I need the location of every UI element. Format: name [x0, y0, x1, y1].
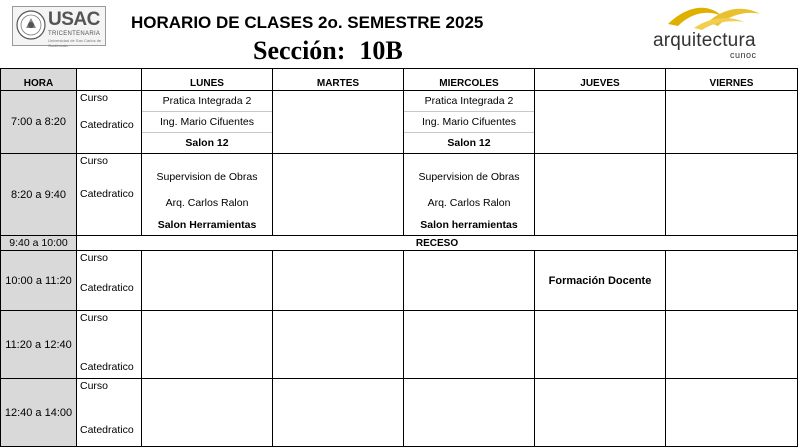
class-cell-miercoles [404, 154, 535, 236]
arquitectura-logo [650, 0, 770, 62]
course-name: Pratica Integrada 2 [142, 91, 272, 112]
empty-cell [666, 91, 798, 154]
page-header [0, 0, 800, 68]
teacher-name: Ing. Mario Cifuentes [404, 112, 534, 133]
row-labels [77, 251, 142, 311]
empty-cell [142, 251, 273, 311]
row-labels [77, 91, 142, 154]
empty-cell [404, 379, 535, 447]
header-viernes: VIERNES [666, 69, 798, 91]
header-blank [77, 69, 142, 91]
curso-label: Curso [80, 92, 109, 104]
arquitectura-swoosh-icon [664, 2, 764, 32]
section-label: Sección: [253, 36, 346, 65]
catedratico-label: Catedratico [80, 282, 134, 294]
arquitectura-logo-text: arquitectura [653, 30, 756, 51]
time-cell: 12:40 a 14:00 [1, 379, 77, 447]
empty-cell [142, 311, 273, 379]
time-cell: 10:00 a 11:20 [1, 251, 77, 311]
usac-logo [12, 6, 106, 46]
header-hora: HORA [1, 69, 77, 91]
empty-cell [273, 379, 404, 447]
catedratico-label: Catedratico [80, 361, 134, 373]
empty-cell [535, 154, 666, 236]
row-labels [77, 311, 142, 379]
empty-cell [273, 154, 404, 236]
curso-label: Curso [80, 312, 109, 324]
empty-cell [666, 379, 798, 447]
table-row [1, 311, 798, 379]
formacion-docente-cell: Formación Docente [535, 251, 666, 311]
header-martes: MARTES [273, 69, 404, 91]
arquitectura-logo-subtext: cunoc [730, 50, 757, 60]
curso-label: Curso [80, 155, 109, 167]
schedule-table [0, 68, 798, 447]
empty-cell [273, 251, 404, 311]
class-cell-lunes [142, 91, 273, 154]
course-name: Supervision de Obras [418, 171, 520, 183]
empty-cell [666, 154, 798, 236]
row-labels [77, 379, 142, 447]
section-heading [253, 36, 403, 66]
class-cell-lunes [142, 154, 273, 236]
table-row [1, 251, 798, 311]
time-cell: 8:20 a 9:40 [1, 154, 77, 236]
table-row [1, 91, 798, 154]
empty-cell [404, 251, 535, 311]
empty-cell [666, 311, 798, 379]
page-title: HORARIO DE CLASES 2o. SEMESTRE 2025 [131, 13, 484, 32]
table-row [1, 379, 798, 447]
section-value: 10B [359, 36, 403, 65]
usac-seal-icon [16, 10, 46, 40]
course-name: Pratica Integrada 2 [404, 91, 534, 112]
empty-cell [273, 91, 404, 154]
curso-label: Curso [80, 380, 109, 392]
catedratico-label: Catedratico [80, 119, 134, 131]
header-miercoles: MIERCOLES [404, 69, 535, 91]
catedratico-label: Catedratico [80, 188, 134, 200]
usac-logo-text: USAC [48, 9, 100, 30]
row-labels [77, 154, 142, 236]
empty-cell [535, 91, 666, 154]
usac-logo-tagline: TRICENTENARIA [48, 31, 101, 37]
teacher-name: Arq. Carlos Ralon [427, 197, 511, 209]
empty-cell [535, 379, 666, 447]
header-row [1, 69, 798, 91]
empty-cell [535, 311, 666, 379]
course-name: Supervision de Obras [156, 171, 258, 183]
empty-cell [273, 311, 404, 379]
teacher-name: Arq. Carlos Ralon [165, 197, 249, 209]
header-lunes: LUNES [142, 69, 273, 91]
time-cell: 9:40 a 10:00 [1, 236, 77, 251]
usac-logo-subtagline: Universidad de San Carlos de Guatemala [48, 38, 102, 48]
room-name: Salon herramientas [420, 219, 518, 231]
table-row [1, 154, 798, 236]
room-name: Salon 12 [447, 137, 491, 149]
time-cell: 11:20 a 12:40 [1, 311, 77, 379]
header-jueves: JUEVES [535, 69, 666, 91]
empty-cell [666, 251, 798, 311]
recess-row [1, 236, 798, 251]
empty-cell [404, 311, 535, 379]
recess-label: RECESO [77, 236, 798, 251]
time-cell: 7:00 a 8:20 [1, 91, 77, 154]
empty-cell [142, 379, 273, 447]
curso-label: Curso [80, 252, 109, 264]
teacher-name: Ing. Mario Cifuentes [142, 112, 272, 133]
room-name: Salon Herramientas [157, 219, 257, 231]
class-cell-miercoles [404, 91, 535, 154]
room-name: Salon 12 [185, 137, 229, 149]
catedratico-label: Catedratico [80, 424, 134, 436]
